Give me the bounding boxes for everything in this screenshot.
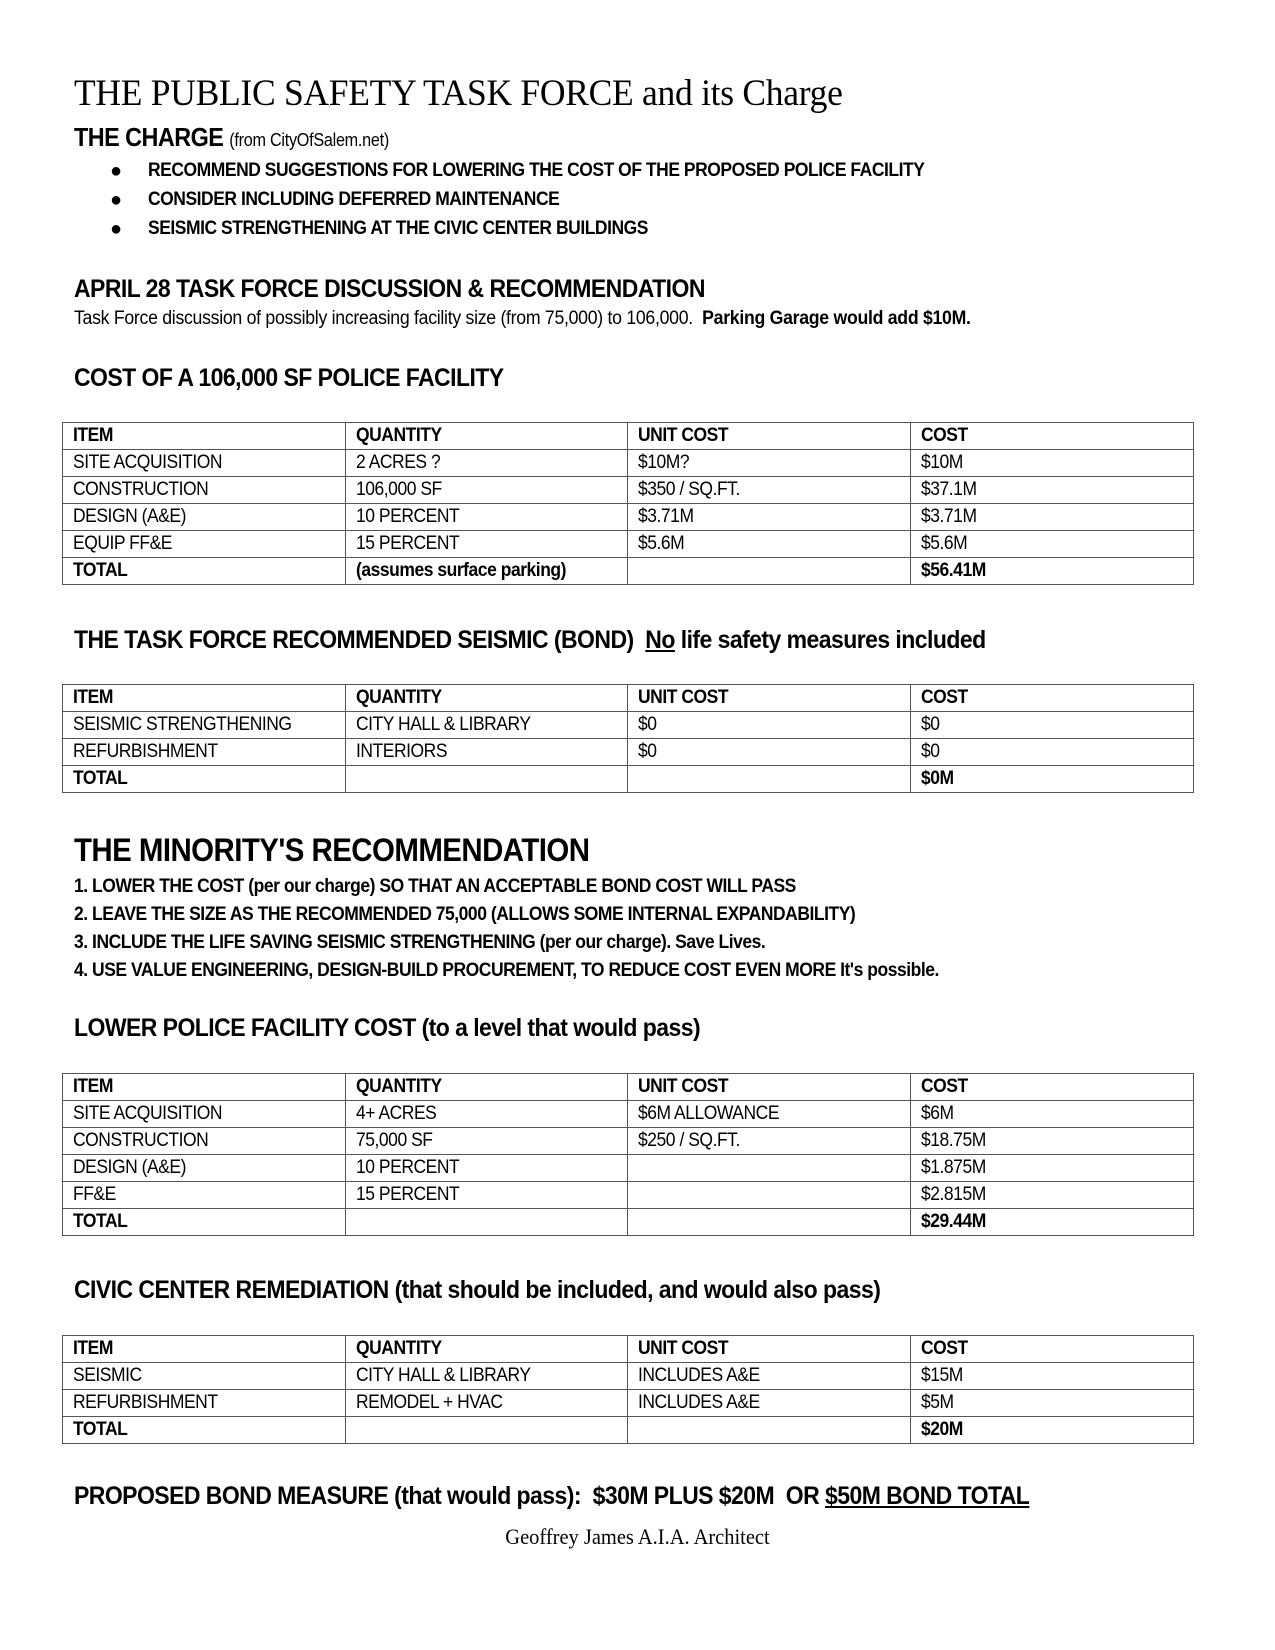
table-cell: $1.875M — [911, 1155, 1194, 1182]
column-header: UNIT COST — [628, 685, 911, 712]
table4-heading: CIVIC CENTER REMEDIATION (that should be included, and would also pass) — [74, 1276, 881, 1304]
table-cell: $5M — [911, 1390, 1194, 1417]
column-header: COST — [911, 1336, 1194, 1363]
table-cell — [346, 1209, 628, 1236]
table-cell: 10 PERCENT — [346, 504, 628, 531]
table-cell: $20M — [911, 1417, 1194, 1444]
table-cell: $5.6M — [911, 531, 1194, 558]
author-signature: Geoffrey James A.I.A. Architect — [505, 1524, 770, 1549]
proposed-bond-measure — [74, 1482, 1029, 1511]
table-cell: $18.75M — [911, 1128, 1194, 1155]
table-cell — [628, 1417, 911, 1444]
table-cell — [346, 766, 628, 793]
table-row — [63, 1128, 1194, 1155]
column-header: UNIT COST — [628, 1074, 911, 1101]
april-paragraph — [74, 308, 971, 330]
table-cell: REFURBISHMENT — [63, 739, 346, 766]
table-cell: SEISMIC — [63, 1363, 346, 1390]
table-cell: CONSTRUCTION — [63, 477, 346, 504]
table-cell: $5.6M — [628, 531, 911, 558]
april-heading: APRIL 28 TASK FORCE DISCUSSION & RECOMMENDATION — [74, 275, 705, 303]
task-force-seismic-table — [62, 684, 1194, 793]
column-header: QUANTITY — [346, 685, 628, 712]
list-item: 3. INCLUDE THE LIFE SAVING SEISMIC STRENGTHENING (per our charge). Save Lives. — [74, 932, 766, 953]
civic-center-remediation-table — [62, 1335, 1194, 1444]
table-cell: $250 / SQ.FT. — [628, 1128, 911, 1155]
table-cell: (assumes surface parking) — [346, 558, 628, 585]
table-cell: 2 ACRES ? — [346, 450, 628, 477]
table-cell — [346, 1417, 628, 1444]
column-header: QUANTITY — [346, 423, 628, 450]
list-item: 2. LEAVE THE SIZE AS THE RECOMMENDED 75,000 (ALLOWS SOME INTERNAL EXPANDABILITY) — [74, 904, 856, 925]
document-page: THE PUBLIC SAFETY TASK FORCE and its Charge THE CHARGE (from CityOfSalem.net) ● RECOMMEND SUGGESTIONS FOR LOWERING THE COST OF THE PROPOSED POLICE FACILITY ● CONSIDER INCLUDING DEFERRED MAINTENANCE ● SEISMIC STRENGTHENING AT THE CIVIC CENTER BUILDINGS APRIL 28 TASK FORCE DISCUSSION & RECOMMENDATION Task Force discussion of possibly increasing facility size (from 75,000) to 106,000. Parking Garage would add $10M. COST OF A 106,000 SF POLICE FACILITY ITEM QUANTITY UNIT COST COST SITE ACQUISITION 2 ACRES ? $10M? $10M CONSTRUCTION 106,000 SF $350 / SQ.FT. $37.1M DESIGN (A&E) 10 PERCENT $3.71M $3.71M EQUIP FF&E 15 PERCENT $5.6M $5.6M TOTAL (assumes surface parking) $56.41M THE TASK FORCE RECOMMENDED SEISMIC (BOND) No life safety measures included ITEM QUANTITY UNIT COST COST SEISMIC STRENGTHENING CITY HALL & LIBRARY $0 $0 REFURBISHMENT INTERIORS $0 $0 TOTAL $0M THE MINORITY'S RECOMMENDATION 1. LOWER THE COST (per our charge) SO THAT AN ACCEPTABLE BOND COST WILL PASS 2. LEAVE THE SIZE AS THE RECOMMENDED 75,000 (ALLOWS SOME INTERNAL EXPANDABILITY) 3. INCLUDE THE LIFE SAVING SEISMIC STRENGTHENING (per our charge). Save Lives. 4. USE VALUE ENGINEERING, DESIGN-BUILD PROCUREMENT, TO REDUCE COST EVEN MORE It's possible. LOWER POLICE FACILITY COST (to a level that would pass) ITEM QUANTITY UNIT COST COST SITE ACQUISITION 4+ ACRES $6M ALLOWANCE $6M CONSTRUCTION 75,000 SF $250 / SQ.FT. $18.75M DESIGN (A&E) 10 PERCENT $1.875M FF&E 15 PERCENT $2.815M TOTAL $29.44M CIVIC CENTER REMEDIATION (that should be included, and would also pass) ITEM QUANTITY UNIT COST COST SEISMIC CITY HALL & LIBRARY INCLUDES A&E $15M REFURBISHMENT REMODEL + HVAC INCLUDES A&E $5M TOTAL $20M PROPOSED BOND MEASURE (that would pass): $30M PLUS $20M OR $50M BOND TOTAL Geoffrey James A.I.A. Architect — [0, 0, 1275, 1650]
table-cell: $56.41M — [911, 558, 1194, 585]
table-cell: EQUIP FF&E — [63, 531, 346, 558]
table-cell: TOTAL — [63, 1417, 346, 1444]
table1-heading: COST OF A 106,000 SF POLICE FACILITY — [74, 364, 504, 392]
column-header: QUANTITY — [346, 1074, 628, 1101]
table3-heading: LOWER POLICE FACILITY COST (to a level that would pass) — [74, 1014, 701, 1042]
column-header: UNIT COST — [628, 423, 911, 450]
april-text: Task Force discussion of possibly increasing facility size (from 75,000) to 106,000. — [74, 308, 693, 329]
table-cell: $0 — [911, 712, 1194, 739]
charge-heading-text: THE CHARGE — [74, 122, 224, 152]
bullet-icon: ● — [110, 189, 122, 211]
column-header: ITEM — [63, 1336, 346, 1363]
minority-recommendation-list — [74, 876, 1014, 988]
column-header: ITEM — [63, 423, 346, 450]
minority-heading: THE MINORITY'S RECOMMENDATION — [74, 832, 590, 868]
table-cell: CITY HALL & LIBRARY — [346, 712, 628, 739]
column-header: COST — [911, 423, 1194, 450]
table-cell: $3.71M — [911, 504, 1194, 531]
table-cell: $0M — [911, 766, 1194, 793]
column-header: COST — [911, 1074, 1194, 1101]
table-cell — [628, 1182, 911, 1209]
table-header-row — [63, 685, 1194, 712]
table-row — [63, 477, 1194, 504]
table-cell: DESIGN (A&E) — [63, 504, 346, 531]
table-cell: 4+ ACRES — [346, 1101, 628, 1128]
table-row — [63, 712, 1194, 739]
table-total-row — [63, 1417, 1194, 1444]
column-header: ITEM — [63, 685, 346, 712]
table-total-row — [63, 766, 1194, 793]
table-cell: REMODEL + HVAC — [346, 1390, 628, 1417]
table-row — [63, 1101, 1194, 1128]
table-cell: 15 PERCENT — [346, 1182, 628, 1209]
table-row — [63, 1182, 1194, 1209]
document-title: THE PUBLIC SAFETY TASK FORCE and its Charge — [74, 73, 843, 114]
table-cell: 15 PERCENT — [346, 531, 628, 558]
april-bold-text: Parking Garage would add $10M. — [702, 308, 971, 329]
charge-source: (from CityOfSalem.net) — [229, 130, 389, 150]
table-cell: $10M — [911, 450, 1194, 477]
column-header: UNIT COST — [628, 1336, 911, 1363]
table-cell: $3.71M — [628, 504, 911, 531]
table-cell: 106,000 SF — [346, 477, 628, 504]
table-cell: TOTAL — [63, 1209, 346, 1236]
bullet-icon: ● — [110, 160, 122, 182]
table-header-row — [63, 1336, 1194, 1363]
bullet-icon: ● — [110, 218, 122, 240]
table-cell: 10 PERCENT — [346, 1155, 628, 1182]
table-header-row — [63, 423, 1194, 450]
police-facility-106k-table — [62, 422, 1194, 585]
table-cell: $0 — [628, 739, 911, 766]
table-cell: $6M — [911, 1101, 1194, 1128]
table-cell: $350 / SQ.FT. — [628, 477, 911, 504]
table-cell: INTERIORS — [346, 739, 628, 766]
column-header: ITEM — [63, 1074, 346, 1101]
table-row — [63, 1390, 1194, 1417]
table-row — [63, 1155, 1194, 1182]
table-cell: 75,000 SF — [346, 1128, 628, 1155]
table-row — [63, 1363, 1194, 1390]
table-cell: $0 — [911, 739, 1194, 766]
table-cell: $15M — [911, 1363, 1194, 1390]
column-header: QUANTITY — [346, 1336, 628, 1363]
bond-total-underlined: $50M BOND TOTAL — [825, 1482, 1030, 1510]
table-cell: $6M ALLOWANCE — [628, 1101, 911, 1128]
table-total-row — [63, 1209, 1194, 1236]
bond-text: PROPOSED BOND MEASURE (that would pass): $30M PLUS $20M OR — [74, 1482, 826, 1510]
table-header-row — [63, 1074, 1194, 1101]
table-cell: REFURBISHMENT — [63, 1390, 346, 1417]
table-cell — [628, 1155, 911, 1182]
charge-heading — [74, 122, 389, 153]
list-item: 1. LOWER THE COST (per our charge) SO THAT AN ACCEPTABLE BOND COST WILL PASS — [74, 876, 796, 897]
table-cell: $0 — [628, 712, 911, 739]
table-cell: CONSTRUCTION — [63, 1128, 346, 1155]
table-cell — [628, 558, 911, 585]
table-row — [63, 450, 1194, 477]
table-row — [63, 504, 1194, 531]
table-cell — [628, 1209, 911, 1236]
table-cell: $29.44M — [911, 1209, 1194, 1236]
list-item: 4. USE VALUE ENGINEERING, DESIGN-BUILD PROCUREMENT, TO REDUCE COST EVEN MORE It's possible. — [74, 960, 939, 981]
table-cell: TOTAL — [63, 766, 346, 793]
table-cell: INCLUDES A&E — [628, 1390, 911, 1417]
column-header: COST — [911, 685, 1194, 712]
table-cell: SEISMIC STRENGTHENING — [63, 712, 346, 739]
table-cell: $10M? — [628, 450, 911, 477]
table-total-row — [63, 558, 1194, 585]
table-cell: SITE ACQUISITION — [63, 1101, 346, 1128]
table-cell: $37.1M — [911, 477, 1194, 504]
table-cell: TOTAL — [63, 558, 346, 585]
table-cell: DESIGN (A&E) — [63, 1155, 346, 1182]
table-cell: $2.815M — [911, 1182, 1194, 1209]
table-cell: CITY HALL & LIBRARY — [346, 1363, 628, 1390]
table-cell: INCLUDES A&E — [628, 1363, 911, 1390]
table2-heading: THE TASK FORCE RECOMMENDED SEISMIC (BOND) No life safety measures included — [74, 626, 986, 654]
table-cell: FF&E — [63, 1182, 346, 1209]
table-row — [63, 531, 1194, 558]
table-cell: SITE ACQUISITION — [63, 450, 346, 477]
lower-police-facility-table — [62, 1073, 1194, 1236]
table-cell — [628, 766, 911, 793]
table-row — [63, 739, 1194, 766]
underlined-no: No — [645, 626, 675, 654]
